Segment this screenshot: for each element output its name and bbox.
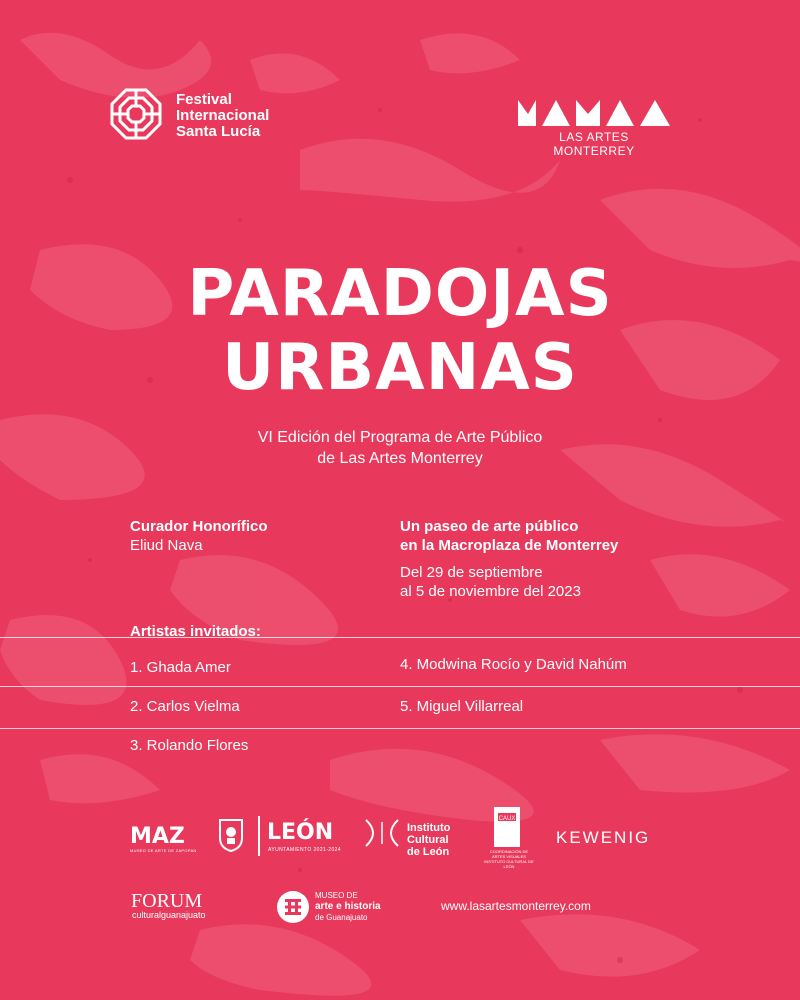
festival-name <box>176 92 269 140</box>
curator-name: Eliud Nava <box>130 537 203 554</box>
festival-octagon-logo <box>108 86 164 142</box>
leon-shield-icon <box>218 818 244 852</box>
subtitle-line-2: de Las Artes Monterrey <box>317 450 483 467</box>
festival-line-1: Festival <box>176 91 232 108</box>
event-description <box>400 517 618 555</box>
divider-line <box>0 686 800 687</box>
event-date-2: al 5 de noviembre del 2023 <box>400 583 581 600</box>
event-date-1: Del 29 de septiembre <box>400 564 543 581</box>
artists-label: Artistas invitados: <box>130 623 261 640</box>
divider-line <box>0 728 800 729</box>
title-line-2: URBANAS <box>222 331 578 405</box>
festival-line-2: Internacional <box>176 107 270 124</box>
mah-line-3: de Guanajuato <box>315 913 368 922</box>
subtitle <box>0 427 800 469</box>
forum-logo: FORUM <box>131 890 203 912</box>
divider-line <box>0 637 800 638</box>
artist-item: 1. Ghada Amer <box>130 659 231 676</box>
event-line-2: en la Macroplaza de Monterrey <box>400 537 619 554</box>
museo-arte-historia-name <box>315 890 381 923</box>
las-artes-monterrey-mountains-logo <box>518 96 670 126</box>
festival-line-3: Santa Lucía <box>176 123 261 140</box>
icl-line-1: Instituto <box>407 822 451 834</box>
leon-subtitle: AYUNTAMIENTO 2021-2024 <box>268 847 341 853</box>
curator-label: Curador Honorífico <box>130 518 268 535</box>
artist-item: 2. Carlos Vielma <box>130 698 240 715</box>
mah-line-2: arte e historia <box>315 901 381 912</box>
icl-line-2: Cultural <box>407 834 449 846</box>
icl-line-3: de León <box>407 846 450 858</box>
maz-logo: MAZ <box>130 824 185 849</box>
artist-item: 5. Miguel Villarreal <box>400 698 524 715</box>
subtitle-line-1: VI Edición del Programa de Arte Público <box>257 429 543 446</box>
caux-logo <box>492 805 522 849</box>
event-line-1: Un paseo de arte público <box>400 518 579 535</box>
mah-line-1: MUSEO DE <box>315 891 358 900</box>
leon-logo: LEÓN <box>267 820 334 845</box>
instituto-cultural-name <box>407 822 450 858</box>
caux-label: CAUX <box>498 816 516 822</box>
caux-subtitle: COORDINACIÓN DE ARTES VISUALES INSTITUTO CULTURAL DE LEÓN <box>484 849 534 869</box>
title-line-1: PARADOJAS <box>187 257 613 331</box>
museo-arte-historia-icon <box>276 890 310 924</box>
kewenig-logo: KEWENIG <box>556 828 651 847</box>
las-artes-monterrey-name: LAS ARTES MONTERREY <box>553 130 635 158</box>
instituto-cultural-icon <box>364 818 400 848</box>
maz-subtitle: MUSEO DE ARTE DE ZAPOPAN <box>130 848 197 853</box>
artist-item: 4. Modwina Rocío y David Nahúm <box>400 656 627 673</box>
leon-divider <box>258 816 260 856</box>
artist-item: 3. Rolando Flores <box>130 737 249 754</box>
event-dates <box>400 563 581 601</box>
forum-subtitle: culturalguanajuato <box>132 910 206 920</box>
website-link[interactable]: www.lasartesmonterrey.com <box>441 899 591 913</box>
